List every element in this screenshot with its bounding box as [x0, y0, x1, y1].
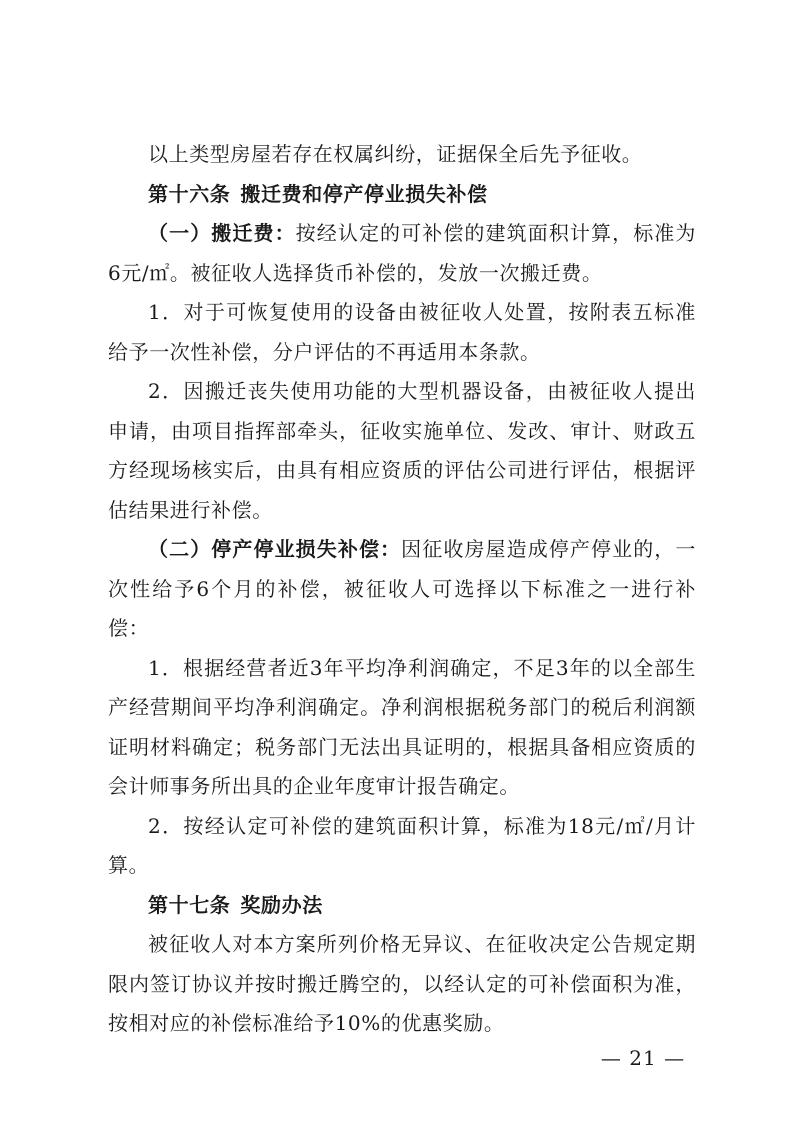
section-1-item-2: 2．因搬迁丧失使用功能的大型机器设备，由被征收人提出申请，由项目指挥部牵头，征收实施单位、发改、审计、财政五方经现场核实后，由具有相应资质的评估公司进行评估，根据评估结果进行补偿。 [108, 379, 696, 522]
section-1-label: （一）搬迁费： [148, 221, 296, 245]
article-17-paragraph: 被征收人对本方案所列价格无异议、在征收决定公告规定期限内签订协议并按时搬迁腾空的，以经认定的可补偿面积为准，按相对应的补偿标准给予10%的优惠奖励。 [108, 932, 696, 1035]
section-1-text: 按经认定的可补偿的建筑面积计算，标准为6元/㎡。被征收人选择货币补偿的，发放一次搬迁费。 [108, 221, 696, 285]
article-16-title: 搬迁费和停产停业损失补偿 [240, 181, 488, 206]
page-number: — 21 — [600, 1046, 686, 1070]
section-1-paragraph [108, 214, 696, 293]
section-2-item-2: 2．按经认定可补偿的建筑面积计算，标准为18元/㎡/月计算。 [108, 813, 696, 877]
section-1-item-1: 1．对于可恢复使用的设备由被征收人处置，按附表五标准给予一次性补偿，分户评估的不再适用本条款。 [108, 300, 696, 364]
section-2-paragraph [108, 530, 696, 649]
article-17-heading [108, 886, 696, 926]
article-17-number: 第十七条 [148, 892, 231, 917]
section-2-item-1: 1．根据经营者近3年平均净利润确定，不足3年的以全部生产经营期间平均净利润确定。净利润根据税务部门的税后利润额证明材料确定；税务部门无法出具证明的，根据具备相应资质的会计师事务所出具的企业年度审计报告确定。 [108, 655, 696, 798]
section-2-label: （二）停产停业损失补偿： [148, 537, 402, 561]
section-2-text: 因征收房屋造成停产停业的，一次性给予6个月的补偿，被征收人可选择以下标准之一进行补偿： [108, 537, 696, 640]
intro-paragraph: 以上类型房屋若存在权属纠纷，证据保全后先予征收。 [148, 142, 643, 166]
article-17-title: 奖励办法 [240, 892, 323, 917]
article-16-number: 第十六条 [148, 181, 231, 206]
article-16-heading [108, 175, 696, 215]
document-body [108, 135, 696, 1044]
